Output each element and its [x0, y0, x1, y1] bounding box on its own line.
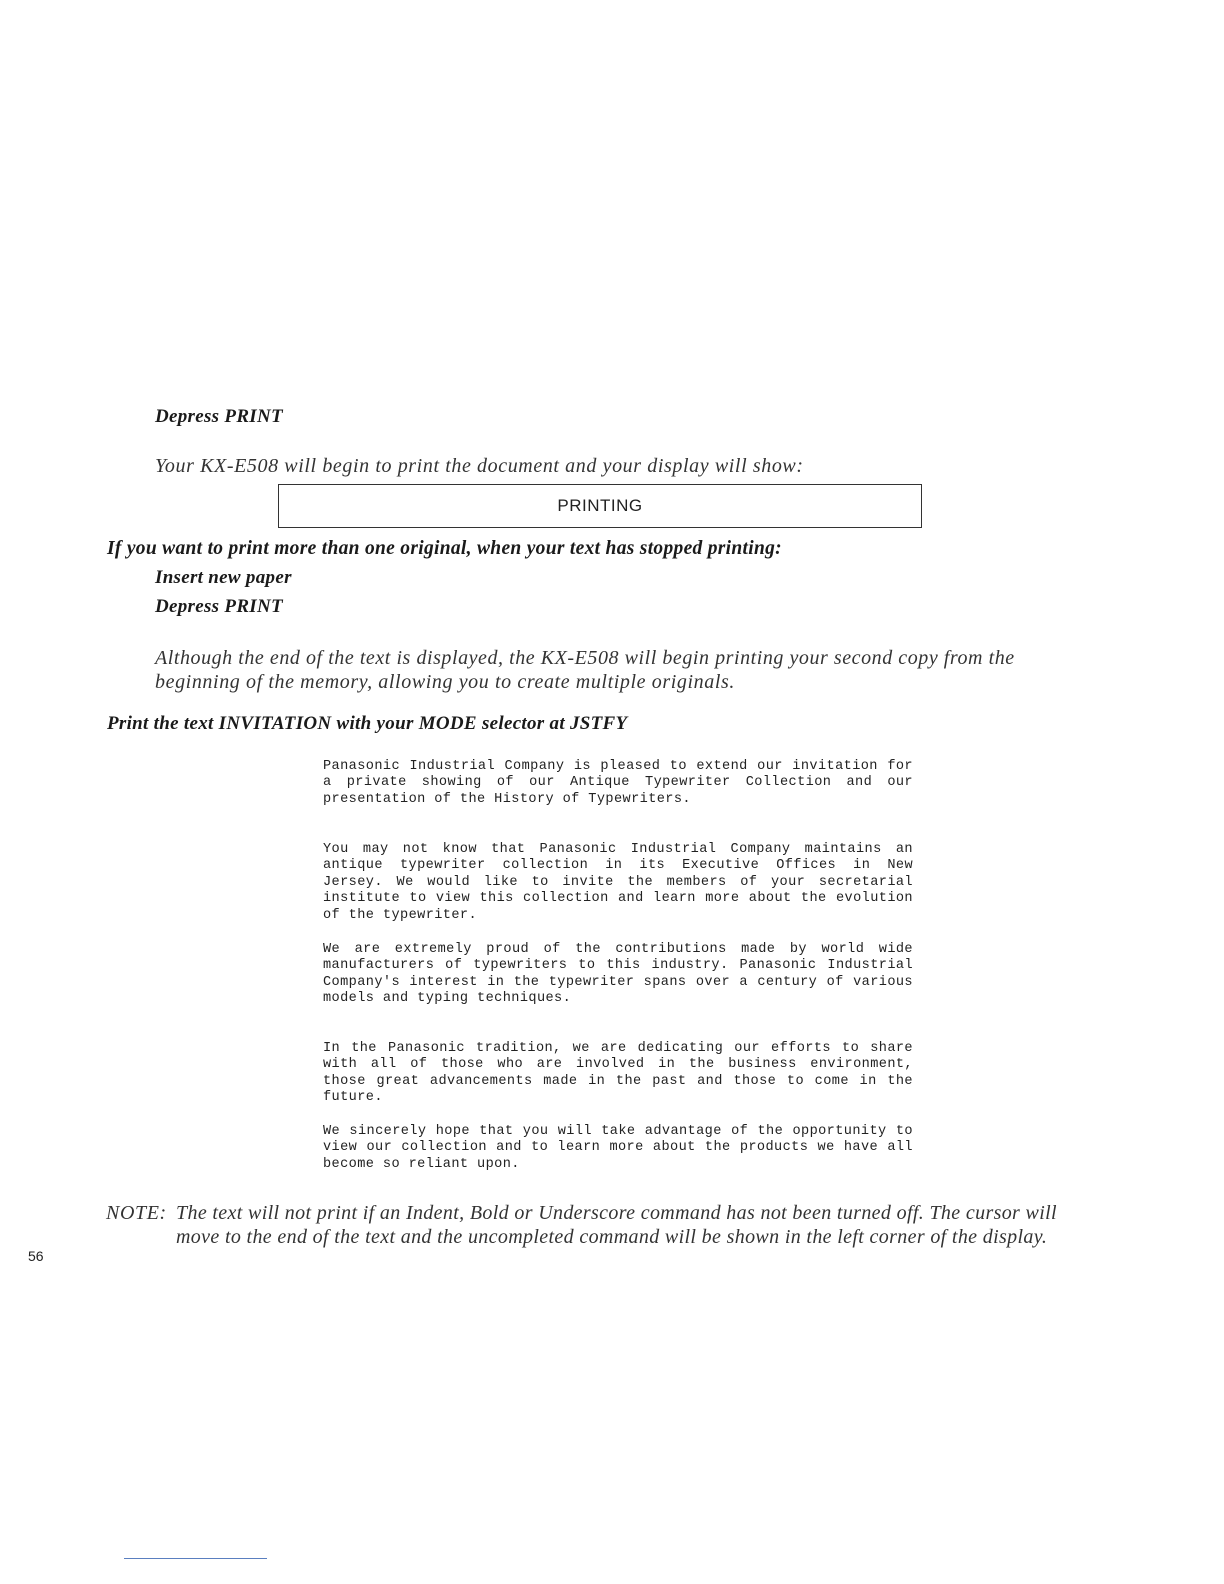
- display-text: PRINTING: [557, 496, 643, 515]
- insert-paper-instruction: Insert new paper: [155, 567, 292, 588]
- note-label: NOTE:: [106, 1202, 167, 1224]
- step-heading-depress-print: Depress PRINT: [155, 406, 283, 427]
- print-invitation-heading: Print the text INVITATION with your MODE selector at JSTFY: [107, 713, 628, 734]
- depress-print-instruction: Depress PRINT: [155, 596, 283, 617]
- multiple-copy-description-line2: beginning of the memory, allowing you to create multiple originals.: [155, 671, 735, 693]
- invitation-letter-part-5: [323, 1124, 913, 1173]
- footer-rule: [124, 1558, 267, 1559]
- letter-paragraph-4: In the Panasonic tradition, we are dedicating our efforts to share with all of those who are involved in the business environment, those great advancements made in the past and those to come in the future.: [323, 1041, 913, 1106]
- letter-paragraph-5: We sincerely hope that you will take advantage of the opportunity to view our collection and to learn more about the products we have all become so reliant upon.: [323, 1124, 913, 1172]
- multiple-copy-description-line1: Although the end of the text is displayed, the KX-E508 will begin printing your second copy from the: [155, 647, 1015, 669]
- invitation-letter: [323, 759, 913, 808]
- page-number: 56: [28, 1248, 44, 1264]
- letter-paragraph-3: We are extremely proud of the contributions made by world wide manufacturers of typewriters to this industry. Panasonic Industrial Company's interest in the typewriter spans over a century of various models and typing techniques.: [323, 942, 913, 1007]
- lcd-display: [278, 484, 922, 528]
- note-text-line1: The text will not print if an Indent, Bold or Underscore command has not been turned off. The cursor will: [176, 1202, 1057, 1224]
- invitation-letter-part-4: [323, 1041, 913, 1107]
- letter-paragraph-1: Panasonic Industrial Company is pleased to extend our invitation for a private showing of our Antique Typewriter Collection and our presentation of the History of Typewriters.: [323, 759, 913, 807]
- invitation-letter-part-2: [323, 842, 913, 924]
- print-description: Your KX-E508 will begin to print the document and your display will show:: [155, 455, 804, 477]
- letter-paragraph-2: You may not know that Panasonic Industrial Company maintains an antique typewriter collection in its Executive Offices in New Jersey. We would like to invite the members of your secretarial institute to view this collection and learn more about the evolution of the typewriter.: [323, 842, 913, 923]
- note-text-line2: move to the end of the text and the uncompleted command will be shown in the left corner of the display.: [176, 1226, 1048, 1248]
- multiple-originals-heading: If you want to print more than one original, when your text has stopped printing:: [107, 538, 782, 559]
- invitation-letter-part-3: [323, 942, 913, 1008]
